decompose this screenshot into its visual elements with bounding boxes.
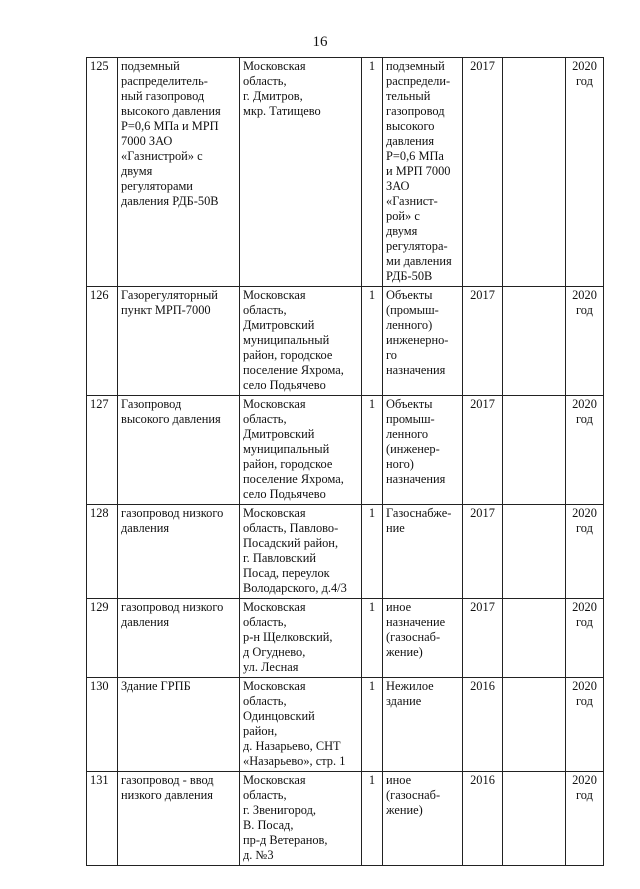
year-cell: 2017 (463, 58, 503, 287)
object-name-cell: газопровод низкого давления (118, 505, 240, 599)
table-row (87, 678, 604, 772)
empty-cell (503, 287, 566, 396)
address-cell: Московская область, Павлово- Посадский район, г. Павловский Посад, переулок Володарского, д.4/3 (240, 505, 362, 599)
row-number-cell: 127 (87, 396, 118, 505)
page-number: 16 (312, 34, 328, 50)
address-cell: Московская область, Дмитровский муниципальный район, городское поселение Яхрома, село Подьячево (240, 287, 362, 396)
registry-body (87, 58, 604, 866)
table-row (87, 287, 604, 396)
row-number-cell: 125 (87, 58, 118, 287)
empty-cell (503, 396, 566, 505)
purpose-cell: Объекты промыш- ленного (инженер- ного) назначения (383, 396, 463, 505)
year-cell: 2017 (463, 287, 503, 396)
table-row (87, 58, 604, 287)
quantity-cell: 1 (362, 678, 383, 772)
purpose-cell: Объекты (промыш- ленного) инженерно- го назначения (383, 287, 463, 396)
quantity-cell: 1 (362, 505, 383, 599)
address-cell: Московская область, р-н Щелковский, д Огуднево, ул. Лесная (240, 599, 362, 678)
purpose-cell: Газоснабже- ние (383, 505, 463, 599)
plan-year-cell: 2020 год (566, 772, 604, 866)
address-cell: Московская область, Одинцовский район, д. Назарьево, СНТ «Назарьево», стр. 1 (240, 678, 362, 772)
empty-cell (503, 505, 566, 599)
empty-cell (503, 599, 566, 678)
row-number-cell: 130 (87, 678, 118, 772)
quantity-cell: 1 (362, 396, 383, 505)
purpose-cell: подземный распредели- тельный газопровод высокого давления Р=0,6 МПа и МРП 7000 ЗАО «Газнист- рой» с двумя регулятора- ми давления РДБ-50В (383, 58, 463, 287)
year-cell: 2017 (463, 505, 503, 599)
year-cell: 2017 (463, 396, 503, 505)
object-name-cell: Газорегуляторный пункт МРП-7000 (118, 287, 240, 396)
plan-year-cell: 2020 год (566, 58, 604, 287)
table-row (87, 505, 604, 599)
quantity-cell: 1 (362, 772, 383, 866)
address-cell: Московская область, г. Дмитров, мкр. Татищево (240, 58, 362, 287)
table-row (87, 396, 604, 505)
row-number-cell: 129 (87, 599, 118, 678)
object-name-cell: газопровод - ввод низкого давления (118, 772, 240, 866)
registry-table (86, 57, 604, 866)
object-name-cell: Газопровод высокого давления (118, 396, 240, 505)
quantity-cell: 1 (362, 58, 383, 287)
year-cell: 2016 (463, 772, 503, 866)
empty-cell (503, 772, 566, 866)
plan-year-cell: 2020 год (566, 396, 604, 505)
object-name-cell: подземный распределитель- ный газопровод высокого давления Р=0,6 МПа и МРП 7000 ЗАО «Газнистрой» с двумя регуляторами давления РДБ-50В (118, 58, 240, 287)
plan-year-cell: 2020 год (566, 599, 604, 678)
row-number-cell: 126 (87, 287, 118, 396)
plan-year-cell: 2020 год (566, 287, 604, 396)
quantity-cell: 1 (362, 287, 383, 396)
quantity-cell: 1 (362, 599, 383, 678)
year-cell: 2017 (463, 599, 503, 678)
row-number-cell: 128 (87, 505, 118, 599)
object-name-cell: газопровод низкого давления (118, 599, 240, 678)
purpose-cell: Нежилое здание (383, 678, 463, 772)
address-cell: Московская область, г. Звенигород, В. Посад, пр-д Ветеранов, д. №3 (240, 772, 362, 866)
row-number-cell: 131 (87, 772, 118, 866)
empty-cell (503, 58, 566, 287)
address-cell: Московская область, Дмитровский муниципальный район, городское поселение Яхрома, село Подьячево (240, 396, 362, 505)
empty-cell (503, 678, 566, 772)
year-cell: 2016 (463, 678, 503, 772)
table-row (87, 599, 604, 678)
purpose-cell: иное назначение (газоснаб- жение) (383, 599, 463, 678)
object-name-cell: Здание ГРПБ (118, 678, 240, 772)
purpose-cell: иное (газоснаб- жение) (383, 772, 463, 866)
plan-year-cell: 2020 год (566, 505, 604, 599)
table-row (87, 772, 604, 866)
plan-year-cell: 2020 год (566, 678, 604, 772)
